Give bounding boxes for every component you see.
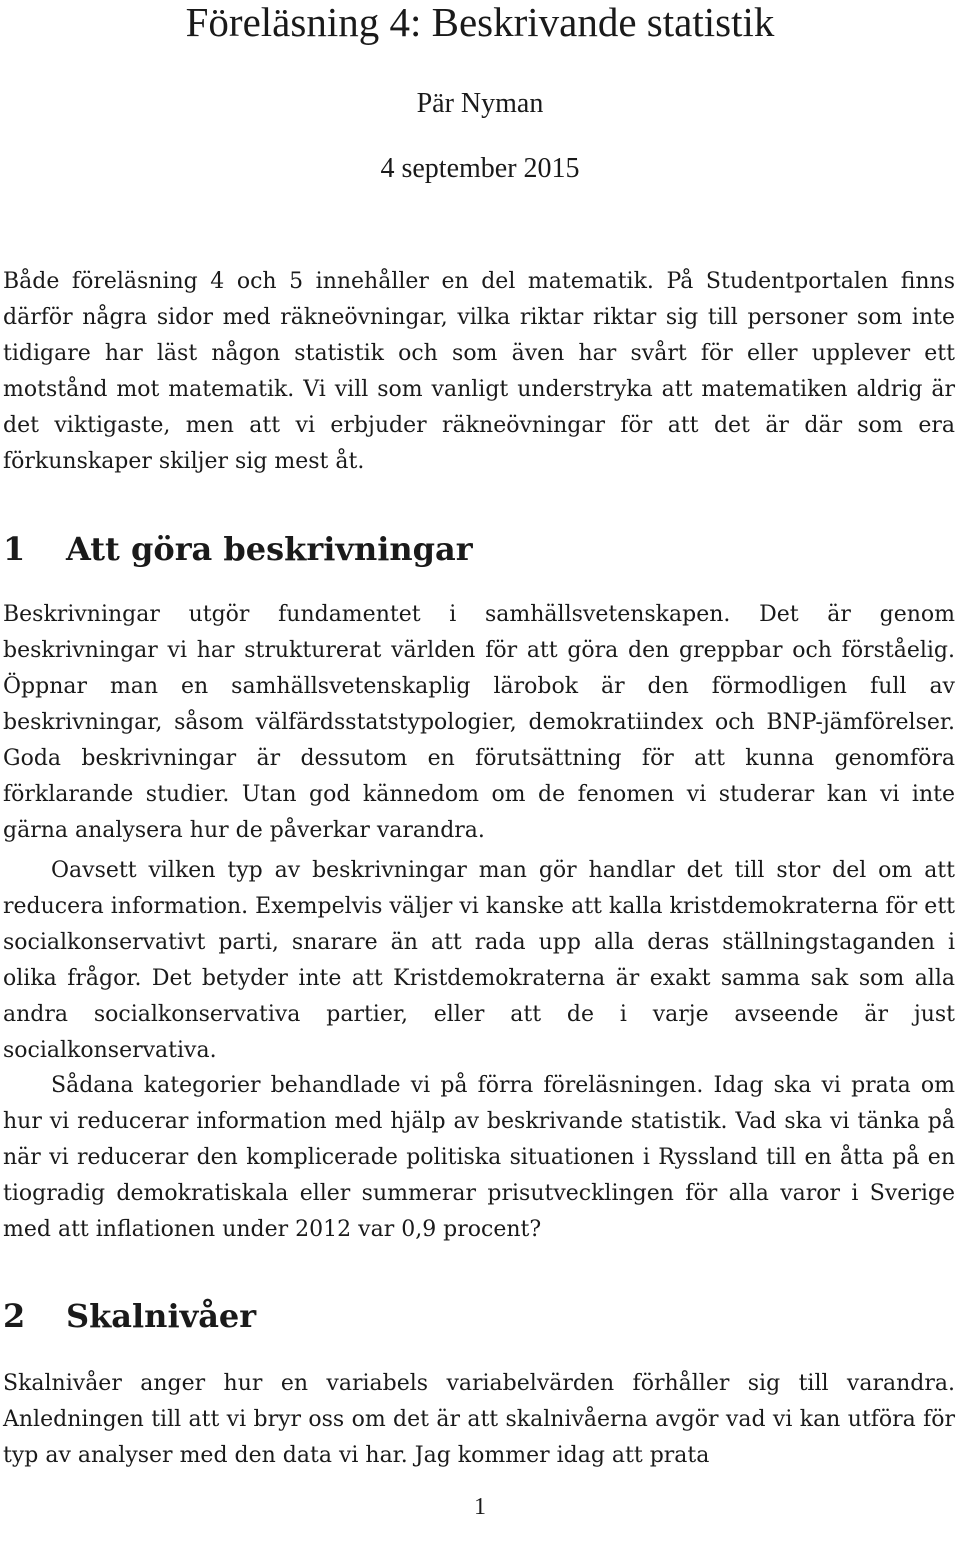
section-title-2: Skalnivåer	[66, 1297, 257, 1335]
section-heading-2	[3, 1296, 256, 1336]
intro-paragraph: Både föreläsning 4 och 5 innehåller en del matematik. På Studentportalen finns därför några sidor med räkneövningar, vilka riktar riktar sig till personer som inte tidigare har läst någon statistik och som även har svårt för eller upplever ett motstånd mot matematik. Vi vill som vanligt understryka att matematiken aldrig är det viktigaste, men att vi erbjuder räkneövningar för att det är där som era förkunskaper skiljer sig mest åt.	[3, 269, 955, 474]
section-1-paragraph-2: Oavsett vilken typ av beskrivningar man gör handlar det till stor del om att reducera information. Exempelvis väljer vi kanske att kalla kristdemokraterna för ett socialkonservativt parti, snarare än att rada upp alla deras ställningstaganden i olika frågor. Det betyder inte att Kristdemokraterna är exakt samma sak som alla andra socialkonservativa partier, eller att de i varje avseende är just socialkonservativa.	[3, 858, 955, 1063]
section-2-paragraph-1: Skalnivåer anger hur en variabels variabelvärden förhåller sig till varandra. Anledningen till att vi bryr oss om det är att skalnivåerna avgör vad vi kan utföra för typ av analyser med den data vi har. Jag kommer idag att prata	[3, 1371, 955, 1468]
page-number: 1	[474, 1494, 486, 1520]
section-title-1: Att göra beskrivningar	[66, 530, 473, 568]
section-1-paragraph-3: Sådana kategorier behandlade vi på förra föreläsningen. Idag ska vi prata om hur vi reducerar information med hjälp av beskrivande statistik. Vad ska vi tänka på när vi reducerar den komplicerade politiska situationen i Ryssland till en åtta på en tiogradig demokratiskala eller summerar prisutvecklingen för alla varor i Sverige med att inflationen under 2012 var 0,9 procent?	[3, 1073, 955, 1242]
section-1-paragraph-1: Beskrivningar utgör fundamentet i samhällsvetenskapen. Det är genom beskrivningar vi har strukturerat världen för att göra den greppbar och förståelig. Öppnar man en samhällsvetenskaplig lärobok är den förmodligen full av beskrivningar, såsom välfärdsstatstypologier, demokratiindex och BNP-jämförelser. Goda beskrivningar är dessutom en förutsättning för att kunna genomföra förklarande studier. Utan god kännedom om de fenomen vi studerar kan vi inte gärna analysera hur de påverkar varandra.	[3, 602, 955, 843]
section-number-2: 2	[3, 1297, 26, 1335]
document-title: Föreläsning 4: Beskrivande statistik	[185, 0, 775, 45]
section-heading-1	[3, 529, 473, 569]
section-number-1: 1	[3, 530, 26, 568]
author-name: Pär Nyman	[416, 88, 544, 119]
document-date: 4 september 2015	[380, 153, 580, 184]
